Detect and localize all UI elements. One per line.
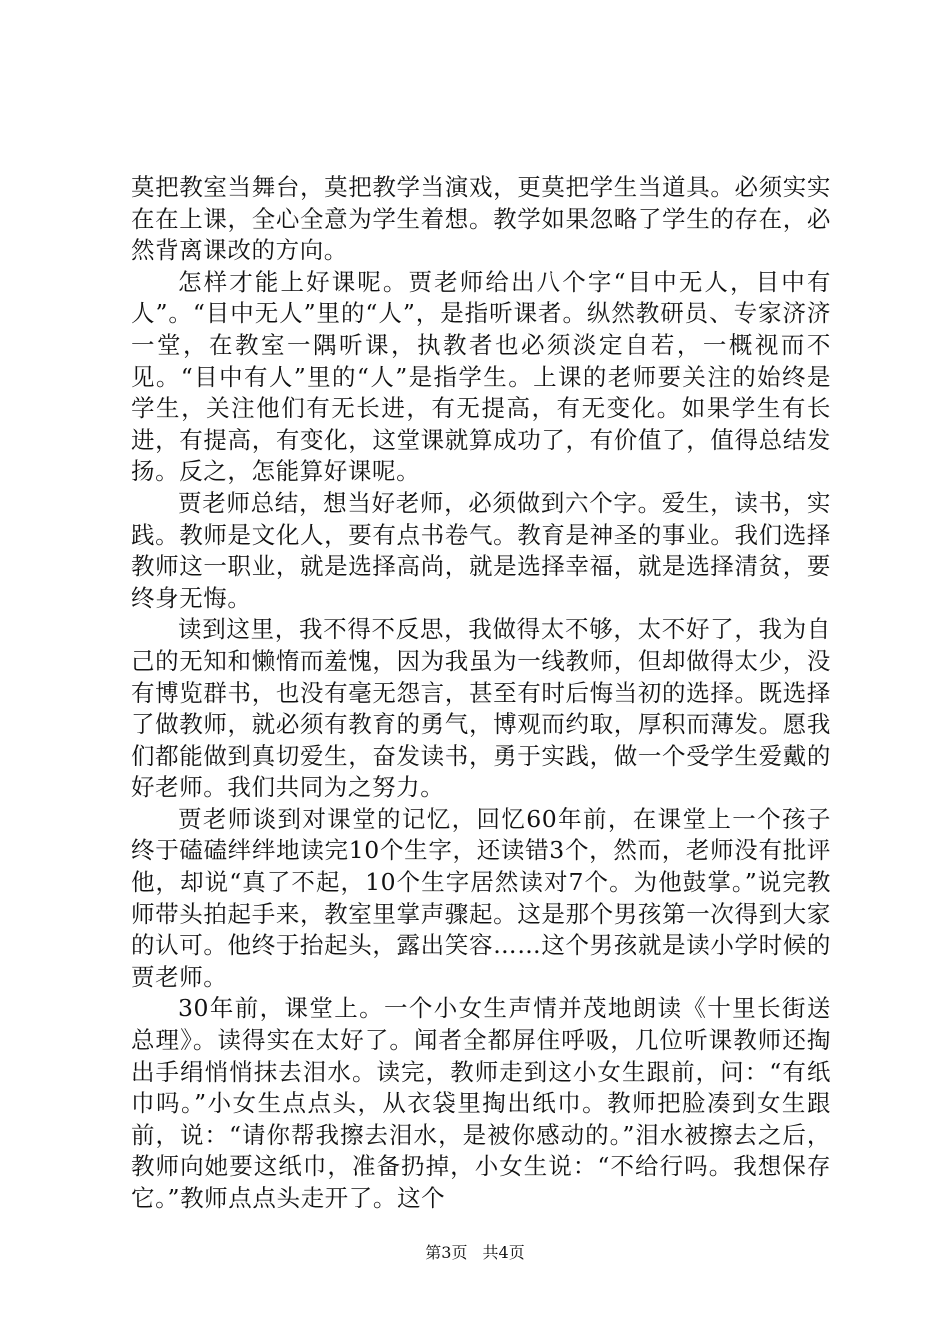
document-body [131,172,831,1215]
page-footer [0,1240,950,1263]
paragraph: 贾老师总结，想当好老师，必须做到六个字。爱生，读书，实践。教师是文化人，要有点书卷气。教育是神圣的事业。我们选择教师这一职业，就是选择高尚，就是选择幸福，就是选择清贫，要终身无悔。 [131,488,831,612]
paragraph: 30年前，课堂上。一个小女生声情并茂地朗读《十里长街送总理》。读得实在太好了。闻者全都屏住呼吸，几位听课教师还掏出手绢悄悄抹去泪水。读完，教师走到这小女生跟前，问：“有纸巾吗。”小女生点点头，从衣袋里掏出纸巾。教师把脸凑到女生跟前，说：“请你帮我擦去泪水，是被你感动的。”泪水被擦去之后，教师向她要这纸巾，准备扔掉，小女生说：“不给行吗。我想保存它。”教师点点头走开了。这个 [131,994,831,1212]
page-total: 共4页 [482,1243,525,1262]
page-number: 第3页 [425,1243,468,1262]
paragraph: 贾老师谈到对课堂的记忆，回忆60年前，在课堂上一个孩子终于磕磕绊绊地读完10个生字，还读错3个，然而，老师没有批评他，却说“真了不起，10个生字居然读对7个。为他鼓掌。”说完教师带头拍起手来，教室里掌声骤起。这是那个男孩第一次得到大家的认可。他终于抬起头，露出笑容……这个男孩就是读小学时候的贾老师。 [131,804,831,991]
paragraph: 莫把教室当舞台，莫把教学当演戏，更莫把学生当道具。必须实实在在上课，全心全意为学生着想。教学如果忽略了学生的存在，必然背离课改的方向。 [131,173,831,265]
paragraph: 读到这里，我不得不反思，我做得太不够，太不好了，我为自己的无知和懒惰而羞愧，因为我虽为一线教师，但却做得太少，没有博览群书，也没有毫无怨言，甚至有时后悔当初的选择。既选择了做教师，就必须有教育的勇气，博观而约取，厚积而薄发。愿我们都能做到真切爱生，奋发读书，勇于实践，做一个受学生爱戴的好老师。我们共同为之努力。 [131,615,831,802]
paragraph: 怎样才能上好课呢。贾老师给出八个字“目中无人，目中有人”。“目中无人”里的“人”，是指听课者。纵然教研员、专家济济一堂，在教室一隅听课，执教者也必须淡定自若，一概视而不见。“目中有人”里的“人”是指学生。上课的老师要关注的始终是学生，关注他们有无长进，有无提高，有无变化。如果学生有长进，有提高，有变化，这堂课就算成功了，有价值了，值得总结发扬。反之，怎能算好课呢。 [131,267,831,486]
